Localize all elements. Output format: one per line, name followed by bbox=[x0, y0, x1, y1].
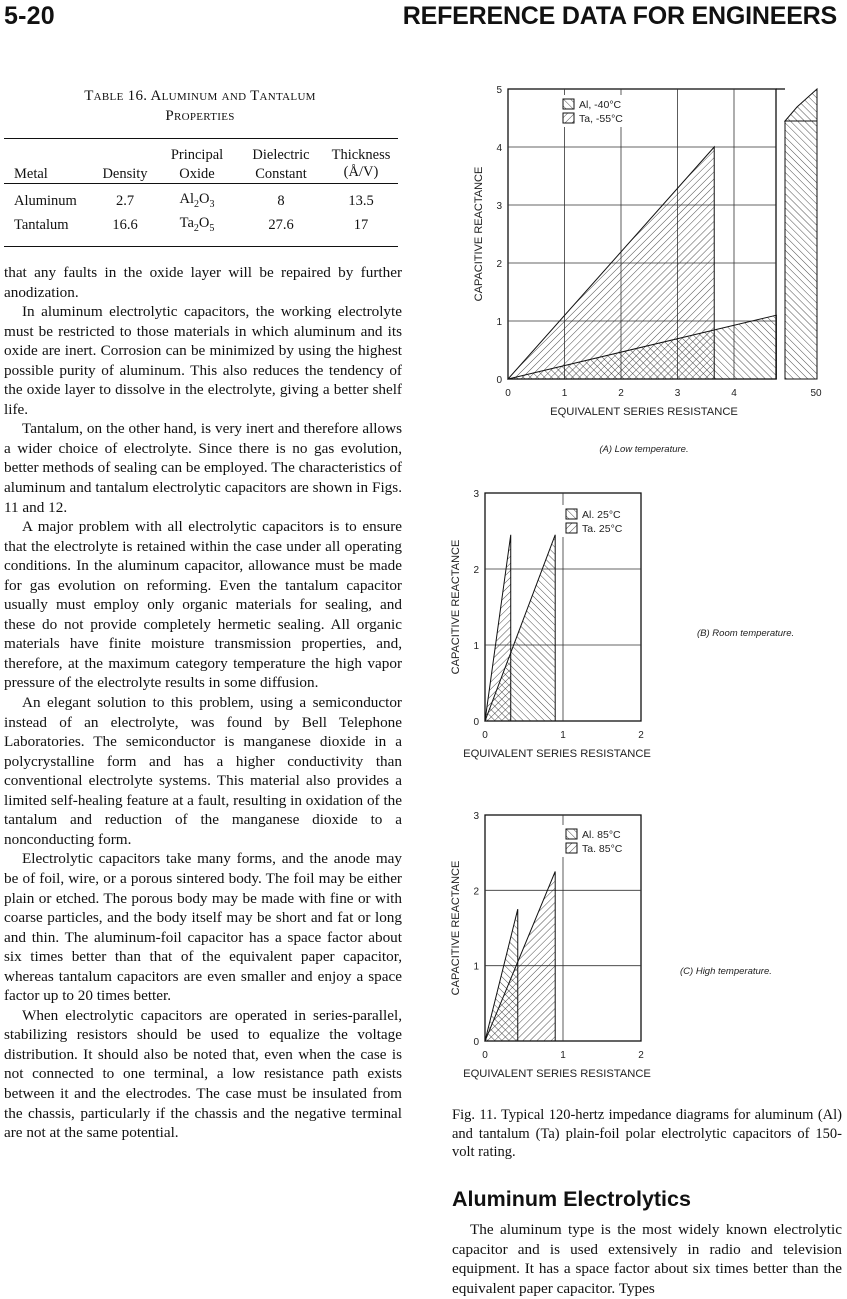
panel-caption: (A) Low temperature. bbox=[599, 444, 689, 455]
x-tick-label: 3 bbox=[674, 388, 681, 399]
x-tick-label: 4 bbox=[731, 388, 737, 399]
y-tick-label: 0 bbox=[473, 1037, 479, 1048]
col-header: Thickness bbox=[331, 147, 391, 163]
table-cell: $Ta_2O_5$ bbox=[179, 214, 215, 234]
paragraph: In aluminum electrolytic capacitors, the working electrolyte must be restricted to those materials in which aluminum and its oxide are inert. Corrosion can be minimized by using the highest possible purity of aluminum. This also reduces the tendency of the oxide layer to dissolve in the electrolyte, giving a better shelf life. bbox=[4, 303, 402, 418]
legend-swatch bbox=[563, 99, 574, 109]
paragraph: that any faults in the oxide layer will be repaired by further anodization. bbox=[4, 264, 402, 301]
table-cell: 2.7 bbox=[115, 193, 135, 210]
y-tick-label: 0 bbox=[473, 717, 479, 728]
y-tick-label: 1 bbox=[473, 641, 479, 652]
y-tick-label: 1 bbox=[473, 961, 479, 973]
legend-label: Al, -40°C bbox=[579, 99, 622, 111]
series-area-ta bbox=[485, 535, 511, 721]
paragraph: Electrolytic capacitors take many forms, and the anode may be of foil, wire, or a porous sintered body. The foil may be either plain or etched. The porous body may be made with fine or with coarse particles, and the body itself may be short and fat or long and thin. The aluminum-foil capacitor has a space factor about six times better than that of the equivalent paper capacitor, whereas tantalum capacitors are even smaller and enjoy a space factor up to 20 times better. bbox=[4, 850, 402, 1005]
x-tick-label: 1 bbox=[560, 1050, 566, 1061]
legend-label: Al. 25°C bbox=[582, 509, 621, 521]
chart-high-temperature bbox=[452, 800, 842, 1090]
col-header: Constant bbox=[255, 166, 307, 182]
y-tick-label: 3 bbox=[496, 201, 502, 212]
x-tick-label: 1 bbox=[560, 730, 566, 741]
table-cell: Aluminum bbox=[14, 193, 77, 210]
x-tick-label: 2 bbox=[618, 388, 624, 399]
x-tick-label: 2 bbox=[638, 730, 644, 741]
table-cell: 8 bbox=[277, 193, 285, 210]
x-tick-label: 2 bbox=[638, 1050, 644, 1061]
legend-label: Ta, -55°C bbox=[579, 113, 623, 125]
page-number: 5-20 bbox=[4, 2, 55, 30]
legend-swatch bbox=[566, 843, 577, 853]
y-tick-label: 2 bbox=[473, 565, 479, 576]
x-tick-label: 0 bbox=[482, 730, 488, 741]
paragraph: The aluminum type is the most widely known electrolytic capacitor and is used extensively in radio and television equipment. It has a space factor about six times better than the equivalent paper capacitor. Types bbox=[452, 1221, 842, 1297]
y-tick-label: 0 bbox=[496, 375, 502, 386]
col-header: Density bbox=[102, 166, 148, 182]
table-cell: 13.5 bbox=[348, 193, 374, 210]
y-tick-label: 2 bbox=[473, 886, 479, 898]
x-tick-label: 1 bbox=[561, 388, 568, 399]
x-axis-title: EQUIVALENT SERIES RESISTANCE bbox=[463, 1068, 651, 1080]
table-cell: Tantalum bbox=[14, 217, 69, 234]
col-header: Metal bbox=[14, 166, 48, 182]
legend-label: Al. 85°C bbox=[582, 829, 621, 841]
x-tick-label: 50 bbox=[810, 388, 822, 399]
y-tick-label: 5 bbox=[496, 85, 502, 96]
col-header: (Å/V) bbox=[343, 164, 379, 180]
y-axis-title: CAPACITIVE REACTANCE bbox=[450, 539, 462, 675]
table-header bbox=[4, 139, 398, 184]
legend-label: Ta. 25°C bbox=[582, 523, 623, 535]
y-tick-label: 3 bbox=[473, 489, 479, 500]
paragraph: Tantalum, on the other hand, is very inert and therefore allows a wider choice of electrolyte. Since there is no gas evolution, better methods of sealing can be employed. The characteristics of aluminum and tantalum electrolytic capacitors are shown in Figs. 11 and 12. bbox=[4, 420, 402, 516]
x-tick-label: 0 bbox=[505, 388, 511, 399]
properties-table bbox=[4, 138, 398, 247]
left-column-text bbox=[4, 263, 402, 1143]
x-axis-title: EQUIVALENT SERIES RESISTANCE bbox=[550, 406, 738, 418]
x-axis-title: EQUIVALENT SERIES RESISTANCE bbox=[463, 748, 651, 760]
col-header: Dielectric bbox=[252, 147, 310, 163]
col-header: Oxide bbox=[179, 166, 215, 182]
y-axis-title: CAPACITIVE REACTANCE bbox=[450, 860, 462, 996]
figure-caption: Fig. 11. Typical 120-hertz impedance diagrams for aluminum (Al) and tantalum (Ta) plain-foil polar electrolytic capacitors of 150-volt rating. bbox=[452, 1107, 842, 1160]
table-title bbox=[40, 86, 360, 126]
x-tick-label: 0 bbox=[482, 1050, 488, 1061]
y-axis-title: CAPACITIVE REACTANCE bbox=[473, 166, 485, 302]
chart-room-temperature bbox=[452, 480, 842, 775]
paragraph: When electrolytic capacitors are operated in series-parallel, stabilizing resistors should be used to equalize the voltage distribution. It should also be noted that, even when the case is not connected to one terminal, a low resistance path exists between it and the electrodes. The case must be insulated from the chassis, particularly if the chassis and the negative terminal are not at the same potential. bbox=[4, 1006, 402, 1142]
table-cell: 27.6 bbox=[268, 217, 294, 234]
legend-swatch bbox=[563, 113, 574, 123]
section-heading: Aluminum Electrolytics bbox=[452, 1187, 691, 1211]
right-column-text bbox=[452, 1220, 842, 1298]
legend-swatch bbox=[566, 509, 577, 519]
table-cell: 16.6 bbox=[112, 217, 138, 234]
series-area-al bbox=[485, 909, 518, 1041]
legend-label: Ta. 85°C bbox=[582, 843, 623, 855]
y-tick-label: 3 bbox=[473, 811, 479, 822]
y-tick-label: 1 bbox=[496, 317, 502, 328]
col-header: Principal bbox=[170, 147, 224, 163]
y-tick-label: 2 bbox=[496, 259, 502, 270]
chart-low-temperature bbox=[452, 80, 842, 460]
table-row bbox=[4, 184, 398, 214]
y-tick-label: 4 bbox=[496, 143, 502, 154]
panel-caption: (B) Room temperature. bbox=[697, 628, 795, 639]
paragraph: A major problem with all electrolytic capacitors is to ensure that the electrolyte is retained within the case under all operating conditions. In the aluminum capacitor, allowance must be made for gas evolution on reforming. Even the tantalum capacitor usually must employ only organic materials for sealing, and these do not provide completely hermetic sealing. All organic materials have finite moisture transmission properties, and, therefore, at the maximum category temperature the high vapor pressure of the electrolyte results in some diffusion. bbox=[4, 518, 402, 692]
running-title: REFERENCE DATA FOR ENGINEERS bbox=[402, 2, 837, 30]
table-title-line2: Properties bbox=[165, 108, 235, 124]
paragraph: An elegant solution to this problem, using a semiconductor instead of an electrolyte, was found by Bell Telephone Laboratories. The semiconductor is manganese dioxide in a polycrystalline form and has a higher conductivity than conventional electrolyte systems. This material also provides a limited self-healing feature at a fault, resulting in oxidation of the tantalum and reduction of the manganese dioxide to a nonconducting form. bbox=[4, 694, 402, 848]
legend-swatch bbox=[566, 829, 577, 839]
legend-swatch bbox=[566, 523, 577, 533]
table-cell: $Al_2O_3$ bbox=[179, 191, 215, 210]
al-offscale-band bbox=[785, 121, 817, 379]
table-body bbox=[4, 184, 398, 247]
panel-caption: (C) High temperature. bbox=[680, 966, 772, 977]
table-row bbox=[4, 214, 398, 246]
table-title-line1: Table 16. Aluminum and Tantalum bbox=[84, 88, 316, 104]
table-cell: 17 bbox=[353, 217, 369, 234]
al-offscale-cap bbox=[785, 89, 817, 121]
